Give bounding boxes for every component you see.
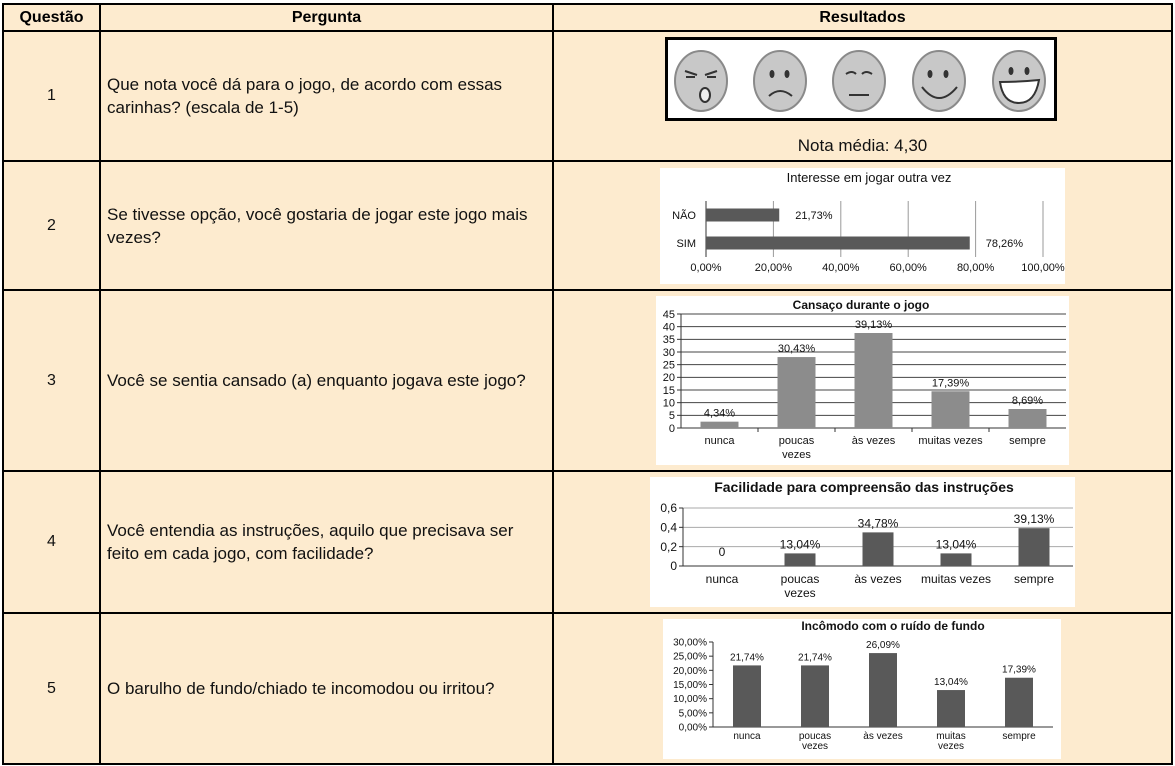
category-label: às vezes: [851, 435, 896, 447]
chart-q5-svg: [663, 619, 1061, 759]
table-row: [3, 31, 1172, 161]
tick-label: 0,6: [660, 501, 677, 516]
data-label: 34,78%: [857, 516, 899, 531]
bar: [785, 553, 816, 566]
bar: [863, 532, 894, 566]
data-label: 13,04%: [935, 537, 977, 552]
category-label: sempre: [1002, 731, 1036, 742]
chart-title: Facilidade para compreensão das instruções: [714, 479, 1014, 495]
bar: [706, 237, 970, 250]
tick-label: 40,00%: [822, 262, 860, 274]
chart-title: Interesse em jogar outra vez: [786, 170, 952, 185]
table-header-row: [3, 4, 1172, 31]
data-label: 21,74%: [730, 652, 764, 664]
category-label: muitas vezes: [918, 435, 983, 447]
bar: [1005, 678, 1033, 727]
tick-label: 0: [670, 559, 677, 574]
chart-q4-svg: [650, 477, 1075, 607]
tick-label: 0,2: [660, 539, 677, 554]
tick-label: 25: [662, 359, 675, 372]
bar: [869, 653, 897, 727]
tick-label: 0,00%: [690, 262, 722, 274]
chart-title: Cansaço durante o jogo: [792, 298, 930, 312]
bar: [706, 209, 779, 222]
question-text: Você se sentia cansado (a) enquanto jogava este jogo?: [100, 290, 553, 471]
table-row: [3, 471, 1172, 613]
data-label: 39,13%: [854, 319, 893, 331]
tick-label: 20: [662, 372, 675, 385]
tick-label: 5,00%: [678, 708, 707, 720]
question-number: 5: [3, 613, 100, 764]
tick-label: 0,4: [660, 520, 677, 535]
category-label: às vezes: [854, 572, 902, 586]
face-neutral-icon: [829, 47, 889, 113]
tick-label: 30: [662, 346, 675, 359]
bar: [701, 422, 739, 428]
tick-label: 60,00%: [889, 262, 927, 274]
result-cell-q4: [553, 471, 1172, 613]
tick-label: 35: [662, 334, 675, 347]
header-resultados: Resultados: [553, 4, 1172, 31]
tick-label: 40: [662, 321, 675, 334]
bar: [932, 391, 970, 428]
chart-q2: [660, 168, 1065, 284]
face-very-unhappy-icon: [671, 47, 731, 113]
tick-label: 20,00%: [754, 262, 793, 274]
question-number: 4: [3, 471, 100, 613]
bar: [1009, 409, 1047, 428]
question-number: 3: [3, 290, 100, 471]
survey-results-table: [2, 3, 1173, 765]
category-label: SIM: [676, 238, 696, 250]
average-score: Nota média: 4,30: [797, 136, 928, 155]
question-text: O barulho de fundo/chiado te incomodou ou irritou?: [100, 613, 553, 764]
chart-q2-svg: [660, 168, 1065, 284]
header-pergunta: Pergunta: [100, 4, 553, 31]
data-label: 21,74%: [798, 652, 832, 664]
table-row: [3, 613, 1172, 764]
question-text: Que nota você dá para o jogo, de acordo com essas carinhas? (escala de 1-5): [100, 31, 553, 161]
tick-label: 0: [668, 422, 675, 435]
tick-label: 30,00%: [673, 637, 707, 649]
category-label: às vezes: [863, 731, 903, 742]
question-number: 1: [3, 31, 100, 161]
chart-q4: [650, 477, 1075, 607]
data-label: 4,34%: [703, 407, 736, 420]
tick-label: 15: [662, 384, 675, 397]
chart-q5: [663, 619, 1061, 759]
bar: [778, 357, 816, 428]
category-label: vezes: [937, 741, 965, 752]
tick-label: 100,00%: [1021, 262, 1065, 274]
data-label: 78,26%: [985, 238, 1024, 250]
bar: [801, 665, 829, 727]
result-cell-q5: [553, 613, 1172, 764]
data-label: 26,09%: [866, 640, 900, 652]
data-label: 21,73%: [795, 210, 833, 222]
bar: [733, 665, 761, 727]
category-label: sempre: [1009, 435, 1046, 447]
chart-q3: [656, 296, 1069, 465]
tick-label: 15,00%: [673, 680, 707, 691]
bar: [941, 553, 972, 566]
question-number: 2: [3, 161, 100, 290]
chart-q3-svg: [656, 296, 1069, 465]
rating-faces-panel: [665, 37, 1057, 121]
category-label: nunca: [733, 731, 761, 742]
tick-label: 5: [668, 410, 675, 423]
category-label: muitas vezes: [920, 572, 992, 586]
category-label: nunca: [704, 435, 735, 447]
result-cell-q3: [553, 290, 1172, 471]
chart-title: Incômodo com o ruído de fundo: [801, 619, 985, 633]
category-label: vezes: [801, 741, 829, 752]
category-label: vezes: [784, 586, 816, 600]
bar: [1019, 528, 1050, 566]
face-smile-icon: [909, 47, 969, 113]
category-label: NÃO: [672, 210, 696, 222]
data-label: 0: [718, 545, 726, 559]
category-label: poucas: [798, 731, 832, 742]
face-sad-icon: [750, 47, 810, 113]
category-label: muitas: [936, 731, 966, 742]
category-label: vezes: [782, 449, 811, 461]
face-big-grin-icon: [989, 47, 1049, 113]
data-label: 30,43%: [777, 343, 816, 356]
category-label: poucas: [778, 435, 815, 447]
data-label: 17,39%: [931, 377, 970, 390]
tick-label: 25,00%: [673, 651, 707, 663]
tick-label: 45: [662, 308, 675, 321]
category-label: poucas: [780, 572, 820, 586]
result-cell-q2: [553, 161, 1172, 290]
header-questao: Questão: [3, 4, 100, 31]
bar: [937, 690, 965, 727]
category-label: sempre: [1013, 572, 1055, 586]
table-row: [3, 290, 1172, 471]
data-label: 13,04%: [779, 537, 821, 552]
tick-label: 10,00%: [673, 694, 707, 706]
data-label: 17,39%: [1002, 664, 1036, 676]
result-cell-q1: [553, 31, 1172, 161]
tick-label: 10: [662, 397, 675, 410]
data-label: 13,04%: [934, 677, 968, 689]
tick-label: 0,00%: [678, 722, 707, 734]
question-text: Se tivesse opção, você gostaria de jogar este jogo mais vezes?: [100, 161, 553, 290]
bar: [855, 333, 893, 428]
category-label: nunca: [705, 572, 739, 586]
tick-label: 20,00%: [673, 665, 707, 677]
tick-label: 80,00%: [956, 262, 995, 274]
question-text: Você entendia as instruções, aquilo que precisava ser feito em cada jogo, com facilidade?: [100, 471, 553, 613]
data-label: 8,69%: [1011, 395, 1044, 407]
table-row: [3, 161, 1172, 290]
data-label: 39,13%: [1013, 512, 1055, 527]
